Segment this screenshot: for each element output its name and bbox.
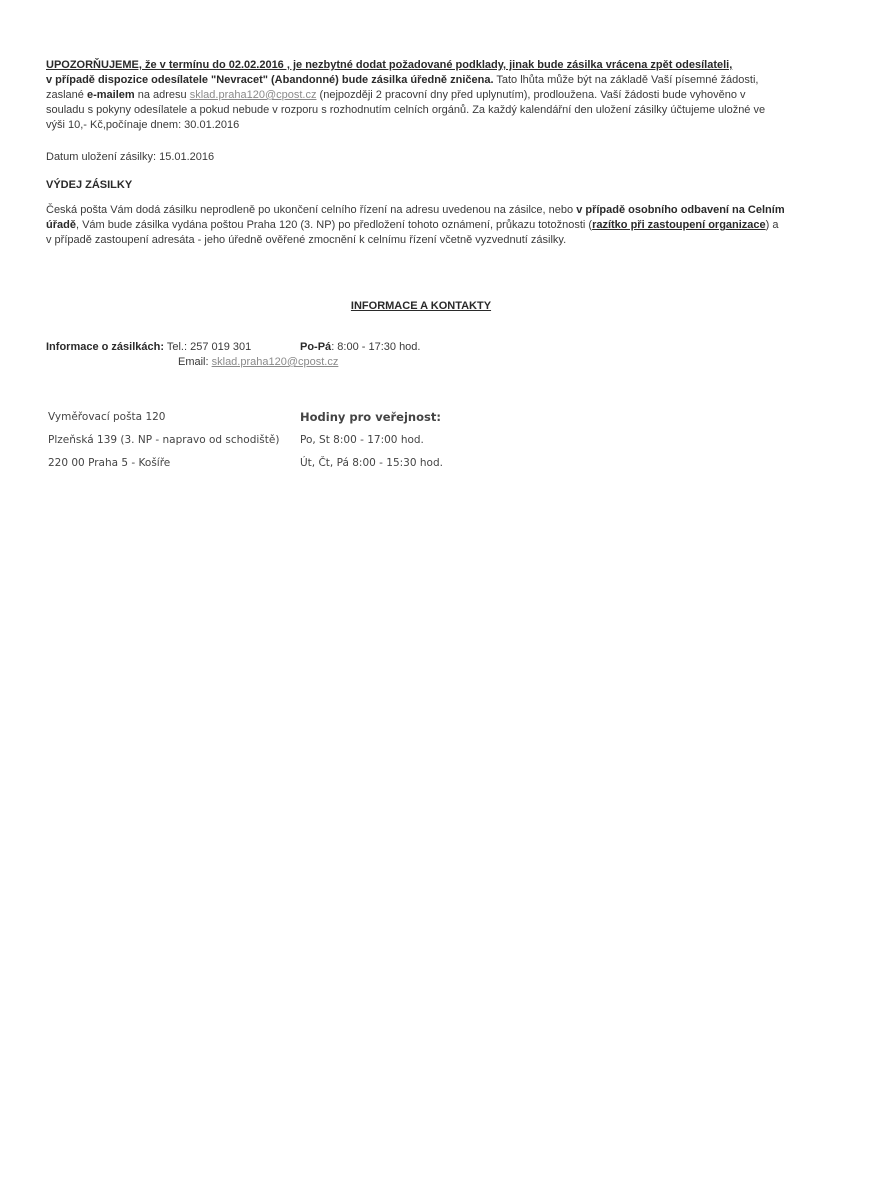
contacts-email-line (178, 355, 338, 369)
contacts-email-link[interactable]: sklad.praha120@cpost.cz (211, 356, 339, 368)
contacts-days: Po-Pá (300, 341, 332, 353)
pickup-text-1: Česká pošta Vám dodá zásilku neprodleně po ukončení celního řízení na adresu uvedenou na zásilce, nebo (46, 204, 577, 216)
warning-email-link[interactable]: sklad.praha120@cpost.cz (189, 89, 317, 101)
office-hours-2: Út, Čt, Pá 8:00 - 15:30 hod. (300, 457, 443, 469)
office-line-3: 220 00 Praha 5 - Košíře (48, 457, 171, 469)
contacts-email-label: Email: (178, 356, 212, 368)
pickup-text-2: , Vám bude zásilka vydána poštou Praha 120 (3. NP) po předložení tohoto oznámení, průkazu totožnosti ( (75, 219, 593, 231)
warning-text-1: Tato lhůta může být na základě Vaší písemné žádosti, zaslané (46, 74, 759, 101)
office-hours-heading: Hodiny pro veřejnost: (300, 410, 441, 424)
pickup-customs: v případě osobního odbavení na Celním úřadě (46, 204, 785, 231)
office-hours-1: Po, St 8:00 - 17:00 hod. (300, 434, 424, 446)
storage-date: Datum uložení zásilky: 15.01.2016 (46, 151, 215, 163)
contacts-title: INFORMACE A KONTAKTY (350, 300, 492, 312)
contacts-hours: : 8:00 - 17:30 hod. (331, 341, 421, 353)
warning-email-word: e-mailem (86, 89, 135, 101)
warning-deadline: UPOZORŇUJEME, že v termínu do 02.02.2016 , je nezbytné dodat požadované podklady, jinak bude zásilka vrácena zpět odesílateli, (46, 59, 733, 71)
pickup-paragraph (46, 203, 786, 248)
office-line-2: Plzeňská 139 (3. NP - napravo od schodiště) (48, 434, 280, 446)
contacts-info-label: Informace o zásilkách: (46, 341, 164, 353)
pickup-stamp: razítko při zastoupení organizace (592, 219, 766, 231)
warning-text-3: (nejpozději 2 pracovní dny před uplynutím), prodloužena. Vaší žádosti bude vyhověno v souladu s pokyny odesílatele a pokud nebude v rozporu s rozhodnutím celních orgánů. Za každý kalendářní den uložení zásilky účtujeme uložné ve výši 10,- Kč,počínaje dnem: 30.01.2016 (46, 89, 766, 131)
office-line-1: Vyměřovací pošta 120 (48, 411, 166, 423)
pickup-heading: VÝDEJ ZÁSILKY (46, 179, 133, 191)
warning-destroy: v případě dispozice odesílatele "Nevracet" (Abandonné) bude zásilka úředně zničena. (46, 74, 494, 86)
warning-text-2: na adresu (134, 89, 190, 101)
pickup-text-3: ) a v případě zastoupení adresáta - jeho úředně ověřené zmocnění k celnímu řízení včetně vyzvednutí zásilky. (46, 219, 779, 246)
contacts-info-line (46, 340, 251, 354)
warning-paragraph (46, 58, 786, 133)
contacts-tel: Tel.: 257 019 301 (164, 341, 252, 353)
contacts-hours-line (300, 340, 420, 354)
